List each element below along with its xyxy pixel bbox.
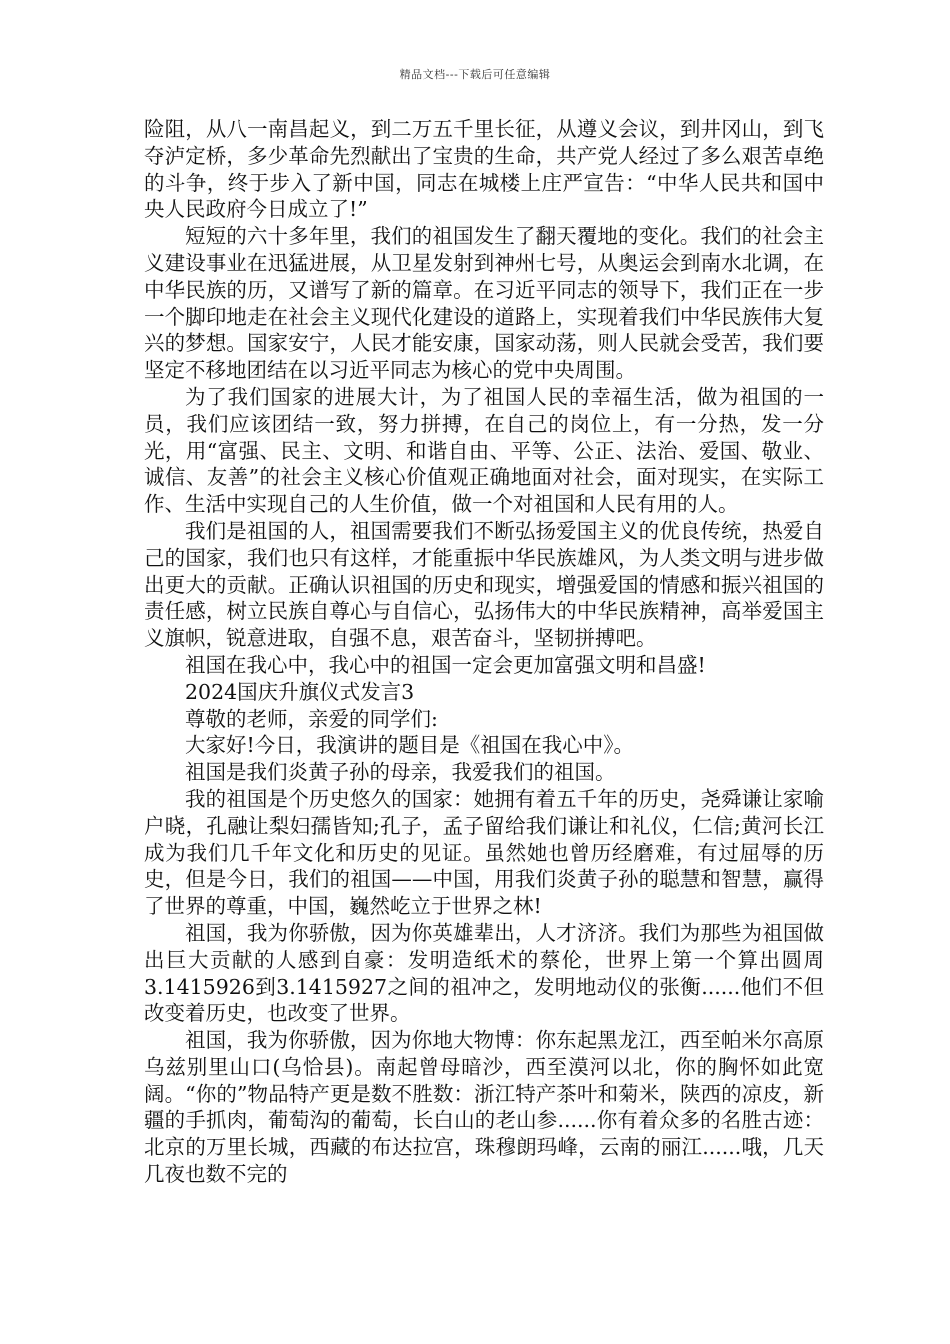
document-body (144, 116, 824, 1188)
paragraph: 险阻，从八一南昌起义，到二万五千里长征，从遵义会议，到井冈山，到飞夺泸定桥，多少革命先烈献出了宝贵的生命，共产党人经过了多么艰苦卓绝的斗争，终于步入了新中国，同志在城楼上庄严宣告：“中华人民共和国中央人民政府今日成立了!” (144, 117, 824, 222)
paragraph: 大家好!今日，我演讲的题目是《祖国在我心中》。 (185, 733, 634, 758)
salutation: 尊敬的老师，亲爱的同学们: (185, 706, 438, 731)
page-header: 精品文档---下载后可任意编辑 (399, 68, 551, 81)
paragraph: 祖国是我们炎黄子孙的母亲，我爱我们的祖国。 (185, 760, 616, 785)
section-title: 2024国庆升旗仪式发言3 (185, 679, 415, 704)
paragraph: 短短的六十多年里，我们的祖国发生了翻天覆地的变化。我们的社会主义建设事业在迅猛进展，从卫星发射到神州七号，从奥运会到南水北调，在中华民族的历，又谱写了新的篇章。在习近平同志的领导下，我们正在一步一个脚印地走在社会主义现代化建设的道路上，实现着我们中华民族伟大复兴的梦想。国家安宁，人民才能安康，国家动荡，则人民就会受苦，我们要坚定不移地团结在以习近平同志为核心的党中央周围。 (144, 224, 824, 383)
paragraph: 祖国，我为你骄傲，因为你地大物博：你东起黑龙江，西至帕米尔高原乌兹别里山口(乌恰县)。南起曾母暗沙，西至漠河以北，你的胸怀如此宽阔。“你的”物品特产更是数不胜数：浙江特产茶叶和菊米，陕西的凉皮，新疆的手抓肉，葡萄沟的葡萄，长白山的老山参......你有着众多的名胜古迹：北京的万里长城，西藏的布达拉宫，珠穆朗玛峰，云南的丽江......哦，几天几夜也数不完的 (144, 1028, 824, 1187)
paragraph: 我们是祖国的人，祖国需要我们不断弘扬爱国主义的优良传统，热爱自己的国家，我们也只有这样，才能重振中华民族雄风，为人类文明与进步做出更大的贡献。正确认识祖国的历史和现实，增强爱国的情感和振兴祖国的责任感，树立民族自尊心与自信心，弘扬伟大的中华民族精神，高举爱国主义旗帜，锐意进取，自强不息，艰苦奋斗，坚韧拼搏吧。 (144, 518, 824, 651)
paragraph: 我的祖国是个历史悠久的国家：她拥有着五千年的历史，尧舜谦让家喻户晓，孔融让梨妇孺皆知;孔子，孟子留给我们谦让和礼仪，仁信;黄河长江成为我们几千年文化和历史的见证。虽然她也曾历经磨难，有过屈辱的历史，但是今日，我们的祖国——中国，用我们炎黄子孙的聪慧和智慧，赢得了世界的尊重，中国，巍然屹立于世界之林! (144, 786, 824, 919)
paragraph: 为了我们国家的进展大计，为了祖国人民的幸福生活，做为祖国的一员，我们应该团结一致，努力拼搏，在自己的岗位上，有一分热，发一分光，用“富强、民主、文明、和谐自由、平等、公正、法治、爱国、敬业、诚信、友善”的社会主义核心价值观正确地面对社会，面对现实，在实际工作、生活中实现自己的人生价值，做一个对祖国和人民有用的人。 (144, 384, 824, 517)
paragraph: 祖国，我为你骄傲，因为你英雄辈出，人才济济。我们为那些为祖国做出巨大贡献的人感到自豪：发明造纸术的蔡伦，世界上第一个算出圆周3.1415926到3.1415927之间的祖冲之，发明地动仪的张衡......他们不但改变着历史，也改变了世界。 (144, 920, 824, 1026)
paragraph: 祖国在我心中，我心中的祖国一定会更加富强文明和昌盛! (185, 652, 706, 677)
